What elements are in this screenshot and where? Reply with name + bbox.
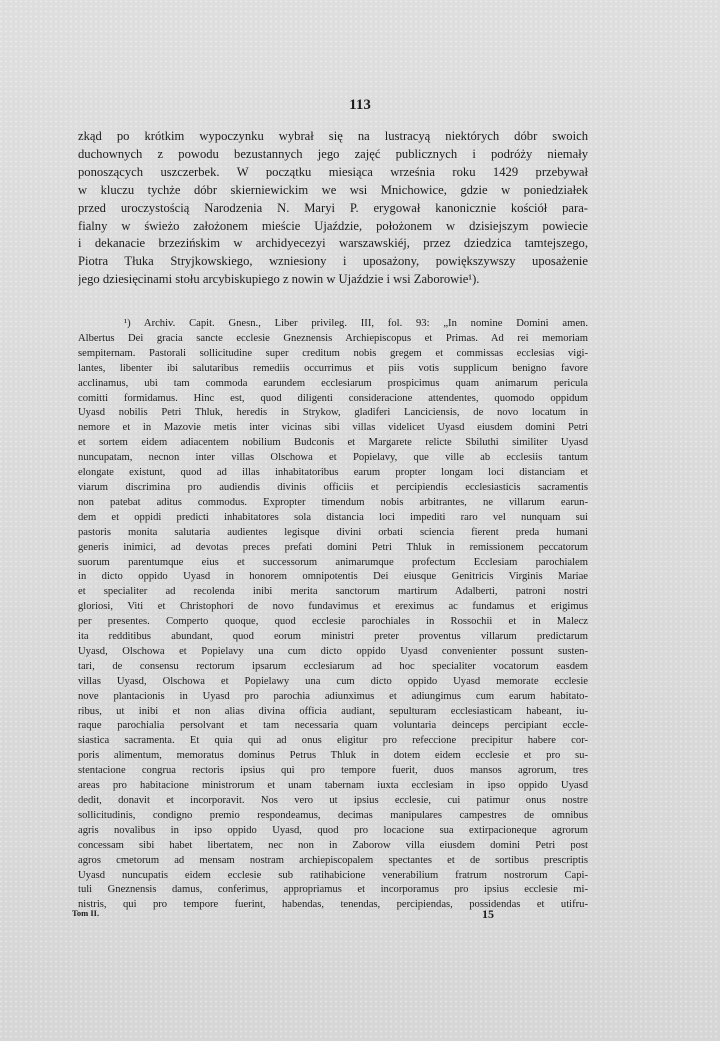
footnote-line: sollicitudinis, condigno premio respondeamus, decimas manipulares campestres de omnibus (78, 809, 588, 821)
footnote-line: sempiternam. Pastorali sollicitudine super creditum nobis gregem et commissas ecclesias vigi- (78, 347, 588, 359)
footnote-line: Albertus Dei gracia sancte ecclesie Gneznensis Archiepiscopus et Primas. Ad rei memoriam (78, 332, 588, 344)
footnote-line: per presentes. Comperto quoque, quod ecclesie parochiales in Rossochii et in Malecz (78, 616, 588, 628)
footnote-line: ¹) Archiv. Capit. Gnesn., Liber privileg. III, fol. 93: „In nomine Domini amen. (124, 318, 588, 329)
footnote-line: et specialiter ad recolenda inibi merita sanctorum martirum Adalberti, patroni nostri (78, 586, 588, 598)
footnote-line: non patebat aditus commodus. Expropter timendum nobis arbitrantes, ne villarum earun- (78, 496, 588, 508)
footnote-line: dedit, donavit et incorporavit. Nos vero ut ipsius ecclesie, cui patimur onus nostre (78, 795, 588, 806)
footnote-line: suorum parentumque eius et successorum animarumque profectum Ecclesiam parochialem (78, 556, 588, 568)
footnote-line: Uyasd nuncupatis eidem ecclesie sub ratihabicione venerabilium fratrum nostrorum Capi- (78, 869, 588, 881)
main-text (78, 128, 588, 289)
page-number: 113 (349, 97, 371, 113)
main-text-line: przed uroczystością Narodzenia N. Maryi P. erygował kanonicznie kościół para- (78, 200, 588, 215)
main-text-line: zkąd po krótkim wypoczynku wybrał się na lustracyą niektórych dóbr swoich (78, 129, 588, 143)
footnote-line: lantes, libenter ibi salutaribus remediis occurrimus et piis votis supplicum benigno favore (78, 362, 588, 374)
footnote-line: elongate existunt, quod ad illas inhabitatoribus earum propter longam loci distanciam et (78, 467, 588, 479)
footnote-line: stentacione congrua rectoris ipsius qui pro tempore fuerit, duos mansos agrorum, tres (78, 765, 588, 777)
footnote-line: ribus, ut inibi et non alias divina officia audiant, sepulturam ecclesiasticam habeant, iu- (78, 705, 588, 717)
footnote-line: nove plantacionis in Uyasd pro parochia adiunximus et adiungimus cum earum habitato- (78, 690, 588, 702)
main-text-line: duchownych z powodu bezustannych jego zajęć publicznych i podróży niemały (78, 146, 588, 161)
footnote-line: concessam sibi habet libertatem, nec non in Zaborow villa eiusdem domini Petri post (78, 839, 588, 851)
main-text-line: i dekanacie brzezińskim w archidyecezyi warszawskiéj, przez dziedzica tamtejszego, (78, 236, 588, 251)
footnote-line: raque parochialia persolvant et tam necessaria quam voluntaria deinceps percipiant eccle- (78, 720, 588, 732)
main-text-line: ponoszących uszczerbek. W początku miesiąca września roku 1429 przebywał (78, 164, 588, 179)
footnote-line: nuncupatam, necnon inter villas Olschowa et Popielavy, que ville ab ecclesiis tantum (78, 452, 588, 464)
footnote-line: et sortem eidem adiacentem nobilium Budconis et Margarete relicte Sbiluthi similiter Uyasd (78, 437, 588, 449)
footnote-line: pastoris monita salutaria audientes legisque divini orbati sciencia fierent preda humani (78, 526, 588, 538)
volume-signature: Tom II. (72, 908, 100, 918)
footnote-line: Uyasd, Olschowa et Popielavy una cum dicto oppido Uyasd convenienter possunt susten- (78, 645, 588, 657)
footnote-line: poris alimentum, memoratus dominus Petrus Thluk in dotem eidem ecclesie et pro su- (78, 750, 588, 762)
main-text-line: fialny w świeżo założonem mieście Ujaździe, położonem w dzisiejszym powiecie (78, 218, 588, 233)
footnote-line: tuli Gneznensis damus, conferimus, appropriamus et incorporamus pro ipsius ecclesie mi- (78, 884, 588, 896)
footnote-line: siastica sacramenta. Et quia qui ad onus eligitur pro refeccione precipitur habere cor- (78, 735, 588, 747)
footnote-line: villas Uyasd, Olschowa et Popielawy una cum dicto oppido Uyasd memorate ecclesie (78, 675, 588, 687)
main-text-line: Piotra Tłuka Stryjkowskiego, wzniesiony i uposażony, powiększywszy uposażenie (78, 254, 588, 269)
sheet-number: 15 (482, 907, 494, 921)
footnote-line: gloriosi, Viti et Christophori de novo fundavimus et ereximus ac fundamus et erigimus (78, 601, 588, 613)
footnote-line: viarum discrimina pro audiendis divinis officiis et percipiendis ecclesiasticis sacramentis (78, 481, 588, 493)
footnote-line: dem et oppidi predicti inhabitatores sola distancia loci impediti raro vel nunquam sui (78, 511, 588, 523)
footnote-line: comitti formidamus. Hinc est, quod diligenti consideracione attendentes, quomodo oppidum (78, 392, 588, 404)
footnote-line: acclinamus, ubi tam commoda earundem ecclesiarum prospicimus quam animarum pericula (78, 377, 588, 389)
footnote-line: nemore et in Mazovie metis inter vicinas sibi villas videlicet Uyasd eiusdem domini Petri (78, 422, 588, 434)
main-text-line: w kluczu tychże dóbr skierniewickim we wsi Mnichowice, gdzie w poniedziałek (78, 182, 588, 197)
footnote-line: Uyasd nobilis Petri Thluk, heredis in Strykow, gladiferi Lanciciensis, de novo locatum in (78, 407, 588, 419)
footnote-line: agris novalibus in ipso oppido Uyasd, quod pro locacione sua extirpacioneque agrorum (78, 824, 588, 836)
main-text-line: jego dziesięcinami stołu arcybiskupiego z nowin w Ujaździe i wsi Zaborowie¹). (78, 272, 480, 287)
footnote (78, 317, 588, 913)
footnote-line: tari, de consensu rectorum ipsarum ecclesiarum ad hoc specialiter vocatorum easdem (78, 660, 588, 672)
footnote-line: nistris, qui pro tempore fuerint, habendas, tenendas, percipiendas, possidendas et utifru- (78, 899, 588, 911)
footnote-line: generis inimici, ad devotas preces prefati domini Petri Thluk in remissionem peccatorum (78, 541, 588, 553)
footnote-line: ita redditibus abundant, quod eorum ministri preter proventus villarum predictarum (78, 631, 588, 643)
footnote-line: areas pro habitacione ministrorum et unam tabernam iuxta ecclesiam in ipso oppido Uyasd (78, 780, 588, 792)
footnote-line: agros cmetorum ad mensam nostram archiepiscopalem spectantes et de sortibus prescriptis (78, 854, 588, 866)
footnote-line: in dicto oppido Uyasd in honorem omnipotentis Dei eiusque Genitricis Virginis Mariae (78, 571, 588, 583)
